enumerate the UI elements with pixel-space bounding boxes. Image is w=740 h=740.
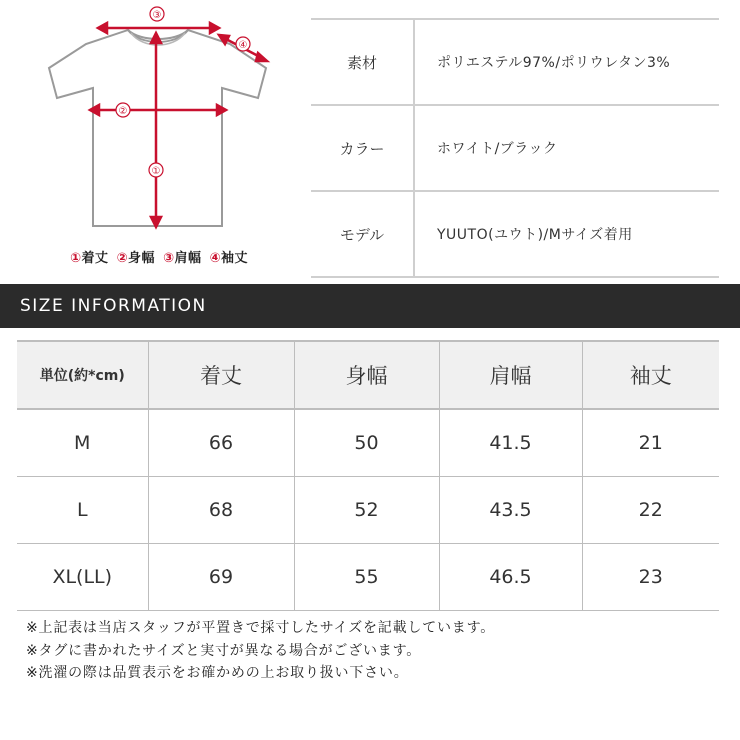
spec-value: ポリエステル97%/ポリウレタン3% bbox=[414, 19, 719, 105]
header-length: 着丈 bbox=[148, 341, 294, 409]
table-cell: 41.5 bbox=[439, 409, 582, 477]
spec-key: 素材 bbox=[311, 19, 414, 105]
tshirt-diagram bbox=[0, 0, 300, 280]
spec-value: ホワイト/ブラック bbox=[414, 105, 719, 191]
size-label: M bbox=[17, 409, 148, 477]
spec-key: カラー bbox=[311, 105, 414, 191]
notes bbox=[26, 617, 495, 685]
marker-2: ② bbox=[118, 106, 128, 117]
size-table bbox=[17, 340, 719, 611]
marker-1: ① bbox=[151, 166, 161, 177]
spec-key: モデル bbox=[311, 191, 414, 277]
size-information-heading: SIZE INFORMATION bbox=[0, 284, 740, 328]
note-line: ※タグに書かれたサイズと実寸が異なる場合がございます。 bbox=[26, 642, 422, 659]
table-cell: 50 bbox=[294, 409, 439, 477]
legend-item-shoulder-width: ③肩幅 bbox=[163, 251, 202, 266]
header-sleeve-length: 袖丈 bbox=[582, 341, 719, 409]
spec-table bbox=[311, 18, 719, 278]
table-row bbox=[17, 409, 719, 477]
table-cell: 21 bbox=[582, 409, 719, 477]
table-cell: 69 bbox=[148, 544, 294, 611]
table-cell: 46.5 bbox=[439, 544, 582, 611]
diagram-legend bbox=[0, 247, 318, 266]
size-label: L bbox=[17, 477, 148, 544]
spec-row-material bbox=[311, 19, 719, 105]
legend-item-length: ①着丈 bbox=[69, 251, 109, 266]
spec-row-color bbox=[311, 105, 719, 191]
header-body-width: 身幅 bbox=[294, 341, 439, 409]
table-cell: 43.5 bbox=[439, 477, 582, 544]
header-shoulder-width: 肩幅 bbox=[439, 341, 582, 409]
size-table-header bbox=[17, 341, 719, 409]
table-cell: 22 bbox=[582, 477, 719, 544]
note-line: ※上記表は当店スタッフが平置きで採寸したサイズを記載しています。 bbox=[26, 620, 496, 636]
header-unit: 単位(約*cm) bbox=[17, 341, 148, 409]
table-cell: 52 bbox=[294, 477, 439, 544]
table-cell: 55 bbox=[294, 544, 439, 611]
spec-value: YUUTO(ユウト)/Mサイズ着用 bbox=[414, 191, 719, 277]
spec-row-model bbox=[311, 191, 719, 277]
note-line: ※洗濯の際は品質表示をお確かめの上お取り扱い下さい。 bbox=[26, 665, 409, 681]
table-cell: 66 bbox=[148, 409, 294, 477]
tshirt-outline bbox=[49, 30, 266, 226]
size-label: XL(LL) bbox=[17, 544, 148, 611]
table-row bbox=[17, 477, 719, 544]
legend-item-body-width: ②身幅 bbox=[116, 251, 155, 266]
marker-4: ④ bbox=[238, 40, 248, 51]
table-cell: 23 bbox=[582, 544, 719, 611]
table-row bbox=[17, 544, 719, 611]
marker-3: ③ bbox=[152, 10, 162, 21]
legend-item-sleeve-length: ④袖丈 bbox=[209, 251, 249, 266]
table-cell: 68 bbox=[148, 477, 294, 544]
